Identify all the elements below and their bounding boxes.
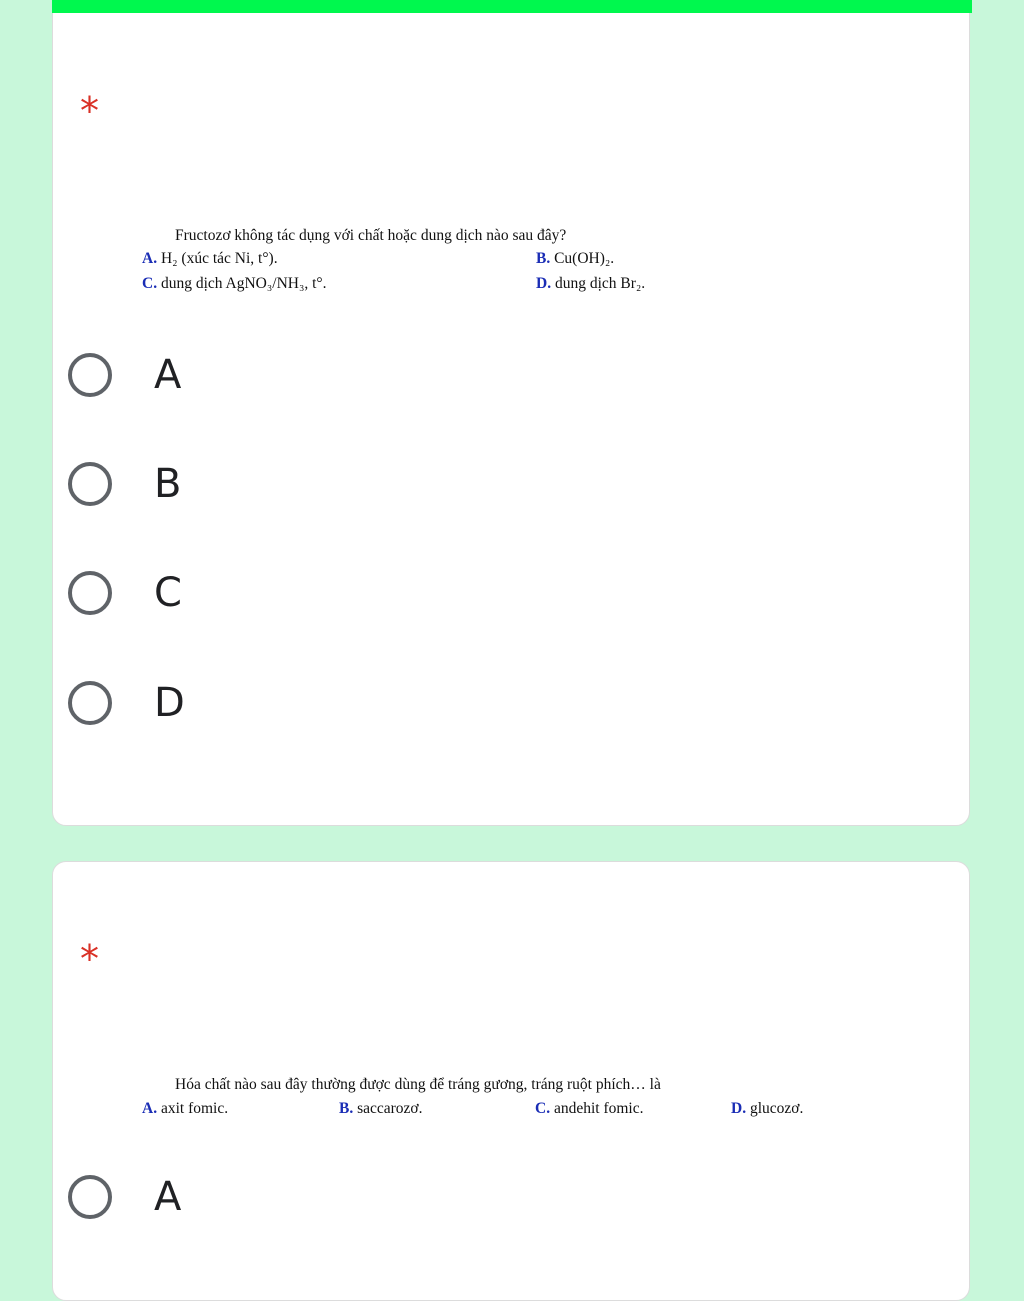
radio-label: D xyxy=(154,680,185,726)
choice-letter: B. xyxy=(339,1100,354,1117)
question-1-choice-b xyxy=(536,250,614,268)
radio-label: B xyxy=(154,461,182,507)
question-1-choice-a xyxy=(142,250,278,268)
required-asterisk: * xyxy=(80,937,99,981)
radio-button[interactable] xyxy=(68,1175,112,1219)
choice-letter: C. xyxy=(535,1100,551,1117)
radio-label: A xyxy=(154,1174,182,1220)
radio-option-b[interactable] xyxy=(68,461,181,507)
choice-text: saccarozơ. xyxy=(357,1100,423,1117)
choice-text: Cu(OH)₂. xyxy=(554,250,615,267)
question-2-choice-c xyxy=(535,1100,643,1118)
question-2-stem: Hóa chất nào sau đây thường được dùng để tráng gương, tráng ruột phích… là xyxy=(175,1076,661,1093)
question-2-choice-d xyxy=(731,1100,803,1118)
radio-button[interactable] xyxy=(68,571,112,615)
radio-option-d[interactable] xyxy=(68,680,185,726)
choice-letter: D. xyxy=(536,275,552,292)
choice-letter: B. xyxy=(536,250,551,267)
choice-text: glucozơ. xyxy=(749,1100,804,1117)
choice-text: H₂ (xúc tác Ni, t°). xyxy=(160,250,278,267)
radio-option-c[interactable] xyxy=(68,570,182,616)
radio-button[interactable] xyxy=(68,353,112,397)
question-1-stem: Fructozơ không tác dụng với chất hoặc dung dịch nào sau đây? xyxy=(175,227,567,244)
radio-label: C xyxy=(154,570,182,616)
radio-button[interactable] xyxy=(68,681,112,725)
choice-letter: D. xyxy=(731,1100,747,1117)
choice-letter: A. xyxy=(142,250,158,267)
choice-text: axit fomic. xyxy=(160,1100,229,1117)
question-card-1 xyxy=(52,0,970,826)
radio-option-a[interactable] xyxy=(68,1174,181,1220)
radio-label: A xyxy=(154,352,182,398)
choice-letter: A. xyxy=(142,1100,158,1117)
question-1-choice-c xyxy=(142,275,327,293)
radio-button[interactable] xyxy=(68,462,112,506)
question-2-choice-a xyxy=(142,1100,228,1118)
choice-text: dung dịch AgNO₃/NH₃, t°. xyxy=(160,275,327,292)
choice-letter: C. xyxy=(142,275,158,292)
required-asterisk: * xyxy=(80,89,99,133)
choice-text: andehit fomic. xyxy=(553,1100,644,1117)
radio-option-a[interactable] xyxy=(68,352,181,398)
choice-text: dung dịch Br₂. xyxy=(554,275,646,292)
question-2-choice-b xyxy=(339,1100,423,1118)
question-1-choice-d xyxy=(536,275,645,293)
form-accent-bar xyxy=(52,0,972,13)
